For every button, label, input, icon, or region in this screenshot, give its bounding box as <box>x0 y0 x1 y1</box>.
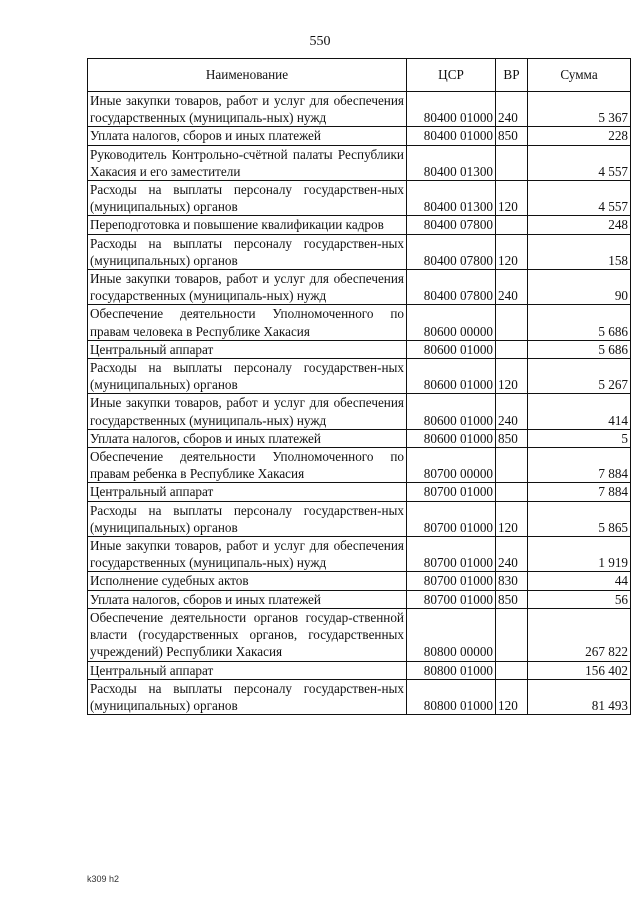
cell-vr: 120 <box>496 679 528 714</box>
cell-csr: 80700 01000 <box>407 572 496 590</box>
table-row <box>88 145 631 180</box>
footer-code: k309 h2 <box>87 874 120 884</box>
table-row <box>88 216 631 234</box>
cell-csr: 80700 01000 <box>407 483 496 501</box>
cell-sum: 267 822 <box>528 608 631 661</box>
cell-sum: 158 <box>528 234 631 269</box>
cell-csr: 80400 01000 <box>407 92 496 127</box>
cell-csr: 80600 00000 <box>407 305 496 340</box>
cell-vr <box>496 661 528 679</box>
table-row <box>88 305 631 340</box>
table-row <box>88 340 631 358</box>
cell-name: Иные закупки товаров, работ и услуг для обеспечения государственных (муниципаль-ных) нужд <box>88 394 407 429</box>
table-row <box>88 127 631 145</box>
table-row <box>88 181 631 216</box>
header-sum: Сумма <box>528 59 631 92</box>
header-name: Наименование <box>88 59 407 92</box>
cell-csr: 80400 07800 <box>407 270 496 305</box>
table-row <box>88 537 631 572</box>
cell-vr: 850 <box>496 429 528 447</box>
cell-name: Обеспечение деятельности органов государ-ственной власти (государственных органов, государственных учреждений) Республики Хакасия <box>88 608 407 661</box>
cell-sum: 1 919 <box>528 537 631 572</box>
cell-vr: 120 <box>496 359 528 394</box>
cell-vr: 240 <box>496 270 528 305</box>
cell-sum: 81 493 <box>528 679 631 714</box>
cell-vr: 240 <box>496 92 528 127</box>
cell-csr: 80400 01300 <box>407 145 496 180</box>
cell-csr: 80400 07800 <box>407 216 496 234</box>
cell-vr <box>496 483 528 501</box>
cell-vr <box>496 608 528 661</box>
cell-name: Расходы на выплаты персоналу государствен-ных (муниципальных) органов <box>88 234 407 269</box>
cell-name: Уплата налогов, сборов и иных платежей <box>88 590 407 608</box>
table-row <box>88 608 631 661</box>
cell-name: Иные закупки товаров, работ и услуг для обеспечения государственных (муниципаль-ных) нужд <box>88 537 407 572</box>
cell-csr: 80400 07800 <box>407 234 496 269</box>
cell-name: Уплата налогов, сборов и иных платежей <box>88 429 407 447</box>
table-row <box>88 501 631 536</box>
cell-name: Уплата налогов, сборов и иных платежей <box>88 127 407 145</box>
table-header-row <box>88 59 631 92</box>
cell-csr: 80700 01000 <box>407 501 496 536</box>
cell-vr: 850 <box>496 590 528 608</box>
header-csr: ЦСР <box>407 59 496 92</box>
cell-vr <box>496 145 528 180</box>
cell-name: Центральный аппарат <box>88 661 407 679</box>
cell-sum: 248 <box>528 216 631 234</box>
cell-name: Руководитель Контрольно-счётной палаты Республики Хакасия и его заместители <box>88 145 407 180</box>
page-number: 550 <box>309 34 331 49</box>
cell-sum: 7 884 <box>528 448 631 483</box>
cell-sum: 5 865 <box>528 501 631 536</box>
cell-csr: 80600 01000 <box>407 429 496 447</box>
cell-csr: 80400 01000 <box>407 127 496 145</box>
cell-sum: 7 884 <box>528 483 631 501</box>
budget-table <box>87 58 631 715</box>
table-row <box>88 359 631 394</box>
cell-csr: 80700 01000 <box>407 590 496 608</box>
cell-csr: 80700 00000 <box>407 448 496 483</box>
cell-sum: 5 267 <box>528 359 631 394</box>
cell-name: Центральный аппарат <box>88 340 407 358</box>
table-row <box>88 483 631 501</box>
table-row <box>88 234 631 269</box>
table-row <box>88 270 631 305</box>
table-row <box>88 448 631 483</box>
cell-sum: 4 557 <box>528 181 631 216</box>
cell-vr <box>496 305 528 340</box>
cell-name: Расходы на выплаты персоналу государствен-ных (муниципальных) органов <box>88 679 407 714</box>
cell-csr: 80800 00000 <box>407 608 496 661</box>
cell-sum: 5 367 <box>528 92 631 127</box>
cell-vr <box>496 448 528 483</box>
cell-vr <box>496 340 528 358</box>
cell-vr: 850 <box>496 127 528 145</box>
table-row <box>88 679 631 714</box>
cell-vr: 120 <box>496 501 528 536</box>
cell-sum: 4 557 <box>528 145 631 180</box>
cell-sum: 56 <box>528 590 631 608</box>
cell-sum: 5 <box>528 429 631 447</box>
table-row <box>88 429 631 447</box>
cell-sum: 44 <box>528 572 631 590</box>
cell-name: Расходы на выплаты персоналу государствен-ных (муниципальных) органов <box>88 359 407 394</box>
cell-csr: 80800 01000 <box>407 661 496 679</box>
cell-sum: 156 402 <box>528 661 631 679</box>
table-row <box>88 394 631 429</box>
cell-csr: 80600 01000 <box>407 394 496 429</box>
header-vr: ВР <box>496 59 528 92</box>
table-row <box>88 92 631 127</box>
table-row <box>88 661 631 679</box>
cell-name: Расходы на выплаты персоналу государствен-ных (муниципальных) органов <box>88 181 407 216</box>
cell-csr: 80400 01300 <box>407 181 496 216</box>
cell-vr <box>496 216 528 234</box>
cell-name: Переподготовка и повышение квалификации кадров <box>88 216 407 234</box>
cell-name: Иные закупки товаров, работ и услуг для обеспечения государственных (муниципаль-ных) нужд <box>88 270 407 305</box>
cell-name: Центральный аппарат <box>88 483 407 501</box>
cell-name: Обеспечение деятельности Уполномоченного по правам ребенка в Республике Хакасия <box>88 448 407 483</box>
table-row <box>88 572 631 590</box>
cell-sum: 5 686 <box>528 305 631 340</box>
cell-name: Исполнение судебных актов <box>88 572 407 590</box>
cell-sum: 414 <box>528 394 631 429</box>
cell-vr: 120 <box>496 181 528 216</box>
cell-vr: 120 <box>496 234 528 269</box>
cell-name: Обеспечение деятельности Уполномоченного по правам человека в Республике Хакасия <box>88 305 407 340</box>
cell-csr: 80800 01000 <box>407 679 496 714</box>
cell-csr: 80600 01000 <box>407 340 496 358</box>
table-row <box>88 590 631 608</box>
cell-sum: 90 <box>528 270 631 305</box>
cell-sum: 5 686 <box>528 340 631 358</box>
cell-vr: 830 <box>496 572 528 590</box>
cell-vr: 240 <box>496 537 528 572</box>
cell-sum: 228 <box>528 127 631 145</box>
cell-vr: 240 <box>496 394 528 429</box>
cell-name: Расходы на выплаты персоналу государствен-ных (муниципальных) органов <box>88 501 407 536</box>
cell-name: Иные закупки товаров, работ и услуг для обеспечения государственных (муниципаль-ных) нужд <box>88 92 407 127</box>
cell-csr: 80600 01000 <box>407 359 496 394</box>
cell-csr: 80700 01000 <box>407 537 496 572</box>
